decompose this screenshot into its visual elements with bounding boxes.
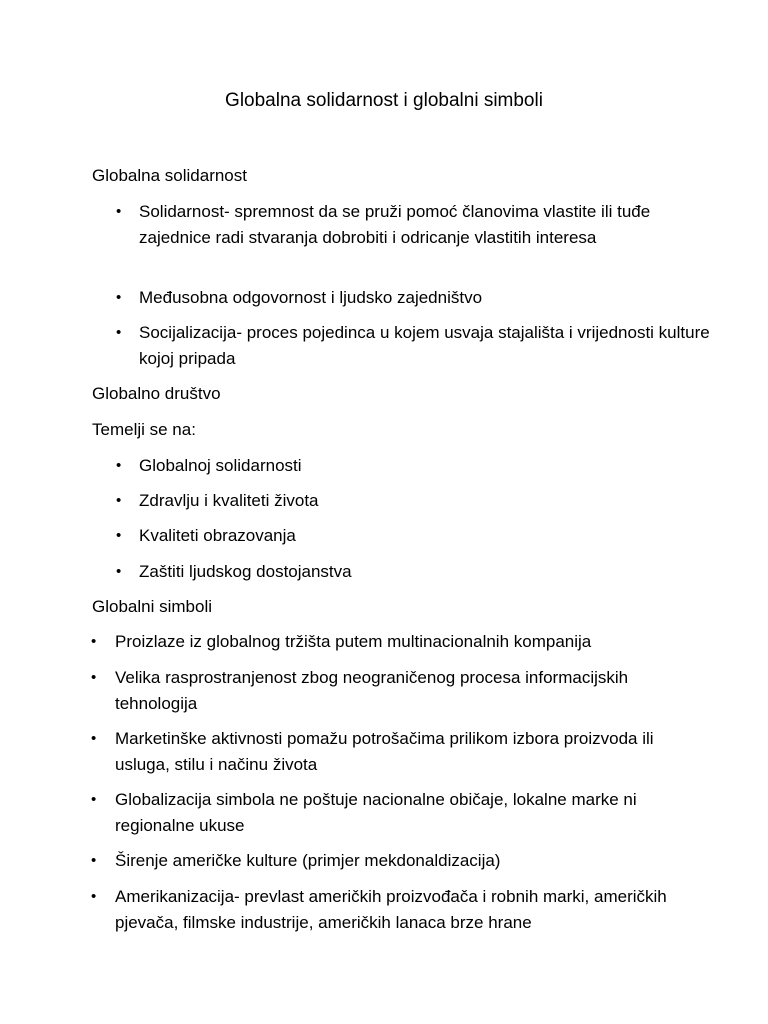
bullet-icon: • — [116, 457, 122, 474]
bullet-icon: • — [116, 492, 122, 509]
bullet-icon: • — [116, 563, 122, 580]
list-item — [91, 629, 711, 655]
list-item-text: Zdravlju i kvaliteti života — [139, 491, 319, 510]
bullet-icon: • — [116, 324, 122, 341]
list-item-text: Solidarnost- spremnost da se pruži pomoć članovima vlastite ili tuđe zajednice radi stvaranja dobrobiti i odricanje vlastitih interesa — [139, 202, 651, 247]
list-item — [116, 199, 716, 250]
list-item-text: Velika rasprostranjenost zbog neograničenog procesa informacijskih tehnologija — [115, 668, 629, 713]
list-item — [116, 320, 716, 371]
list-item — [91, 848, 711, 874]
list-item — [116, 488, 716, 514]
list-item — [91, 726, 711, 777]
bullet-icon: • — [91, 888, 97, 905]
bullet-icon: • — [116, 527, 122, 544]
list-item-text: Amerikanizacija- prevlast američkih proizvođača i robnih marki, američkih pjevača, filmske industrije, američkih lanaca brze hrane — [115, 887, 667, 932]
section-heading-globalni-simboli: Globalni simboli — [92, 597, 212, 616]
list-item — [116, 559, 716, 585]
document-title: Globalna solidarnost i globalni simboli — [225, 90, 543, 111]
list-item — [116, 285, 716, 311]
list-item-text: Socijalizacija- proces pojedinca u kojem usvaja stajališta i vrijednosti kulture kojoj pripada — [139, 323, 710, 368]
list-item — [116, 453, 716, 479]
list-item — [116, 523, 716, 549]
bullet-icon: • — [91, 791, 97, 808]
list-item-text: Zaštiti ljudskog dostojanstva — [139, 562, 352, 581]
section-heading-globalna-solidarnost: Globalna solidarnost — [92, 166, 247, 185]
list-item-text: Marketinške aktivnosti pomažu potrošačima prilikom izbora proizvoda ili usluga, stilu i načinu života — [115, 729, 654, 774]
section-heading-globalno-drustvo: Globalno društvo — [92, 384, 221, 403]
bullet-icon: • — [91, 730, 97, 747]
bullet-icon: • — [91, 669, 97, 686]
bullet-icon: • — [91, 633, 97, 650]
list-item-text: Globalnoj solidarnosti — [139, 456, 302, 475]
list-item-text: Širenje američke kulture (primjer mekdonaldizacija) — [115, 851, 501, 870]
bullet-icon: • — [116, 289, 122, 306]
list-item-text: Proizlaze iz globalnog tržišta putem multinacionalnih kompanija — [115, 632, 592, 651]
bullet-icon: • — [116, 203, 122, 220]
list-item — [91, 787, 711, 838]
bullet-icon: • — [91, 852, 97, 869]
section-subheading-temelji: Temelji se na: — [92, 420, 196, 439]
list-item-text: Globalizacija simbola ne poštuje nacionalne običaje, lokalne marke ni regionalne ukuse — [115, 790, 637, 835]
list-item — [91, 665, 711, 716]
list-item-text: Kvaliteti obrazovanja — [139, 526, 296, 545]
list-item — [91, 884, 711, 935]
list-item-text: Međusobna odgovornost i ljudsko zajedništvo — [139, 288, 483, 307]
